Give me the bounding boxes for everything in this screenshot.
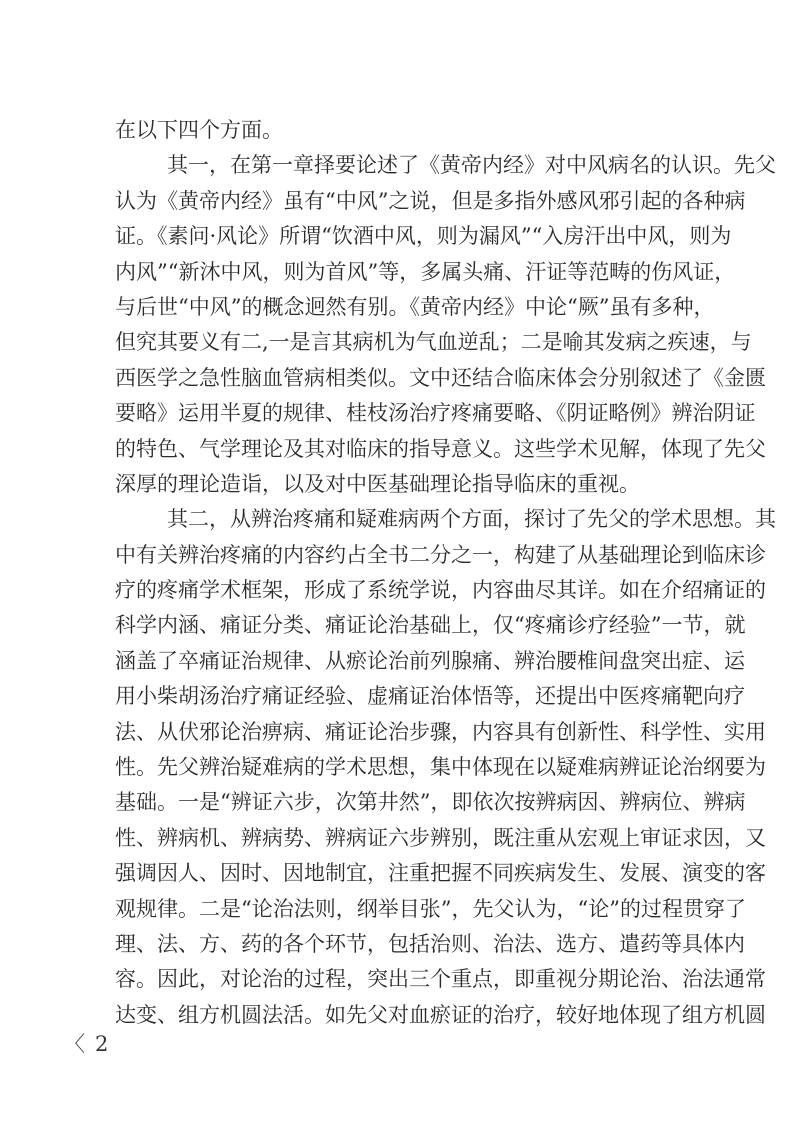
text-line: 其二，从辨治疼痛和疑难病两个方面，探讨了先父的学术思想。其: [167, 507, 776, 532]
text-line: 深厚的理论造诣，以及对中医基础理论指导临床的重视。: [115, 471, 640, 496]
text-line: 理、法、方、药的各个环节，包括治则、治法、选方、遣药等具体内: [115, 931, 745, 956]
text-line: 证。《素问·风论》所谓“饮酒中风，则为漏风”“入房汗出中风，则为: [115, 224, 732, 249]
text-line: 性。先父辨治疑难病的学术思想，集中体现在以疑难病辨证论治纲要为: [115, 755, 766, 780]
text-line: 法、从伏邪论治痹病、痛证论治步骤，内容具有创新性、科学性、实用: [115, 719, 766, 744]
text-line: 认为《黄帝内经》虽有“中风”之说，但是多指外感风邪引起的各种病: [115, 188, 746, 213]
text-line: 其一，在第一章择要论述了《黄帝内经》对中风病名的认识。先父: [167, 153, 776, 178]
text-line: 在以下四个方面。: [115, 118, 283, 142]
paragraph: [115, 148, 776, 502]
paragraph: [115, 113, 687, 148]
text-line: 达变、组方机圆法活。如先父对血瘀证的治疗，较好地体现了组方机圆: [115, 1002, 766, 1027]
paragraph: [115, 502, 776, 1033]
text-line: 观规律。二是“论治法则，纲举目张”，先父认为，“论”的过程贯穿了: [115, 896, 746, 921]
text-line: 基础。一是“辨证六步，次第井然”，即依次按辨病因、辨病位、辨病: [115, 790, 746, 815]
text-line: 中有关辨治疼痛的内容约占全书二分之一，构建了从基础理论到临床诊: [115, 542, 766, 567]
chevron-left-icon[interactable]: 〈: [64, 1032, 85, 1056]
text-line: 西医学之急性脑血管病相类似。文中还结合临床体会分别叙述了《金匮: [115, 365, 766, 390]
text-line: 科学内涵、痛证分类、痛证论治基础上，仅“疼痛诊疗经验”一节，就: [115, 613, 746, 638]
page-number: 2: [95, 1032, 109, 1056]
text-line: 疗的疼痛学术框架，形成了系统学说，内容曲尽其详。如在介绍痛证的: [115, 578, 766, 603]
text-line: 与后世“中风”的概念迥然有别。《黄帝内经》中论“厥”虽有多种，: [115, 294, 715, 319]
text-line: 性、辨病机、辨病势、辨病证六步辨别，既注重从宏观上审证求因，又: [115, 825, 766, 850]
text-line: 但究其要义有二,一是言其病机为气血逆乱；二是喻其发病之疾速，与: [115, 330, 752, 355]
text-line: 要略》运用半夏的规律、桂枝汤治疗疼痛要略、《阴证略例》辨治阴证: [115, 401, 756, 426]
text-line: 内风”“新沐中风，则为首风”等，多属头痛、汗证等范畴的伤风证，: [115, 259, 736, 284]
text-line: 容。因此，对论治的过程，突出三个重点，即重视分期论治、治法通常: [115, 967, 766, 992]
text-line: 用小柴胡汤治疗痛证经验、虚痛证治体悟等，还提出中医疼痛靶向疗: [115, 684, 745, 709]
text-line: 的特色、气学理论及其对临床的指导意义。这些学术见解，体现了先父: [115, 436, 766, 461]
text-line: 涵盖了卒痛证治规律、从瘀论治前列腺痛、辨治腰椎间盘突出症、运: [115, 648, 745, 673]
page-indicator: [64, 1028, 118, 1058]
document-body: [115, 113, 776, 1033]
text-line: 强调因人、因时、因地制宜，注重把握不同疾病发生、发展、演变的客: [115, 861, 766, 886]
